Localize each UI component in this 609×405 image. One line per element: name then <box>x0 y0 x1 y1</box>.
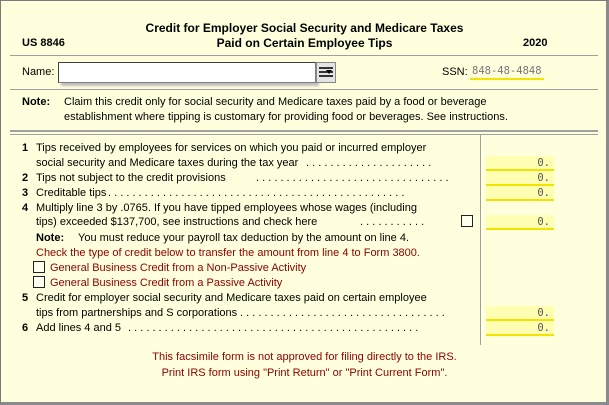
name-lookup-button[interactable] <box>316 62 336 83</box>
note-label: Note: <box>22 96 51 108</box>
line-number: 1 <box>22 142 29 154</box>
passive-credit-checkbox[interactable] <box>33 276 45 288</box>
form-title-line2: Paid on Certain Employee Tips <box>216 36 393 50</box>
line6-text: Add lines 4 and 5 <box>36 322 122 334</box>
leader-dots: . . . . . . . . . . . . . . . . . . . . . . . . . . . . . . . . . . . . . . . . . . . . . . . . <box>128 322 419 334</box>
line2-amount-field[interactable]: 0. <box>486 171 554 186</box>
line4-text: Multiply line 3 by .0765. If you have tipped employees whose wages (including <box>36 202 417 214</box>
note-text: establishment where tipping is customary for providing food or beverages. See instructions. <box>64 111 508 123</box>
line5-text: Credit for employer social security and Medicare taxes paid on certain employee <box>36 292 427 304</box>
line5-text: tips from partnerships and S corporations <box>36 307 238 319</box>
line6-amount-field[interactable]: 0. <box>486 321 554 336</box>
line-number: 4 <box>22 202 29 214</box>
line3-text: Creditable tips <box>36 187 107 199</box>
leader-dots: . . . . . . . . . . . . . . . . . . . . . . . . . . . . . . . . . . . . . . . . . . . . . . . . . <box>108 187 405 199</box>
form-number: US 8846 <box>22 37 65 49</box>
divider <box>10 130 598 132</box>
amount-column-divider <box>480 135 481 345</box>
leader-dots: . . . . . . . . . . . . . . . . . . . . . <box>306 157 432 169</box>
line5-amount-field[interactable]: 0. <box>486 306 554 321</box>
line4-text: tips) exceeded $137,700, see instructions and check here <box>36 216 318 228</box>
line2-text: Tips not subject to the credit provisions <box>36 172 226 184</box>
divider <box>10 55 598 56</box>
list-icon <box>319 66 333 79</box>
name-label: Name: <box>22 66 55 78</box>
note-text: Claim this credit only for social security and Medicare taxes paid by a food or beverage <box>64 96 487 108</box>
name-input[interactable] <box>58 62 316 83</box>
facsimile-notice: This facsimile form is not approved for filing directly to the IRS. <box>152 351 457 363</box>
leader-dots: . . . . . . . . . . . <box>360 216 425 228</box>
line4-note-text: You must reduce your payroll tax deduction by the amount on line 4. <box>78 232 410 244</box>
line4-note-label: Note: <box>36 232 65 244</box>
line1-text: social security and Medicare taxes during the tax year <box>36 157 299 169</box>
line4-checkbox[interactable] <box>461 215 473 227</box>
line3-amount-field[interactable]: 0. <box>486 186 554 201</box>
divider <box>10 89 598 90</box>
ssn-label: SSN: <box>442 66 468 78</box>
passive-credit-label: General Business Credit from a Passive Activity <box>50 277 283 289</box>
leader-dots: . . . . . . . . . . . . . . . . . . . . . . . . . . . . . . . . <box>256 172 449 184</box>
line4-amount-field[interactable]: 0. <box>486 215 554 230</box>
line-number: 5 <box>22 292 29 304</box>
line-number: 3 <box>22 187 29 199</box>
print-instruction: Print IRS form using "Print Return" or "Print Current Form". <box>161 367 448 379</box>
form-title-line1: Credit for Employer Social Security and Medicare Taxes <box>145 21 464 35</box>
line1-amount-field[interactable]: 0. <box>486 156 554 171</box>
tax-year: 2020 <box>523 37 548 49</box>
line1-text: Tips received by employees for services on which you paid or incurred employer <box>36 142 427 154</box>
credit-type-instruction: Check the type of credit below to transfer the amount from line 4 to Form 3800. <box>36 247 420 259</box>
divider <box>10 134 598 135</box>
leader-dots: . . . . . . . . . . . . . . . . . . . . . . . . . . . . . . . . . . <box>240 307 445 319</box>
line-number: 2 <box>22 172 29 184</box>
nonpassive-credit-label: General Business Credit from a Non-Passive Activity <box>50 262 307 274</box>
line-number: 6 <box>22 322 29 334</box>
nonpassive-credit-checkbox[interactable] <box>33 261 45 273</box>
ssn-field[interactable]: 848-48-4848 <box>470 65 544 80</box>
